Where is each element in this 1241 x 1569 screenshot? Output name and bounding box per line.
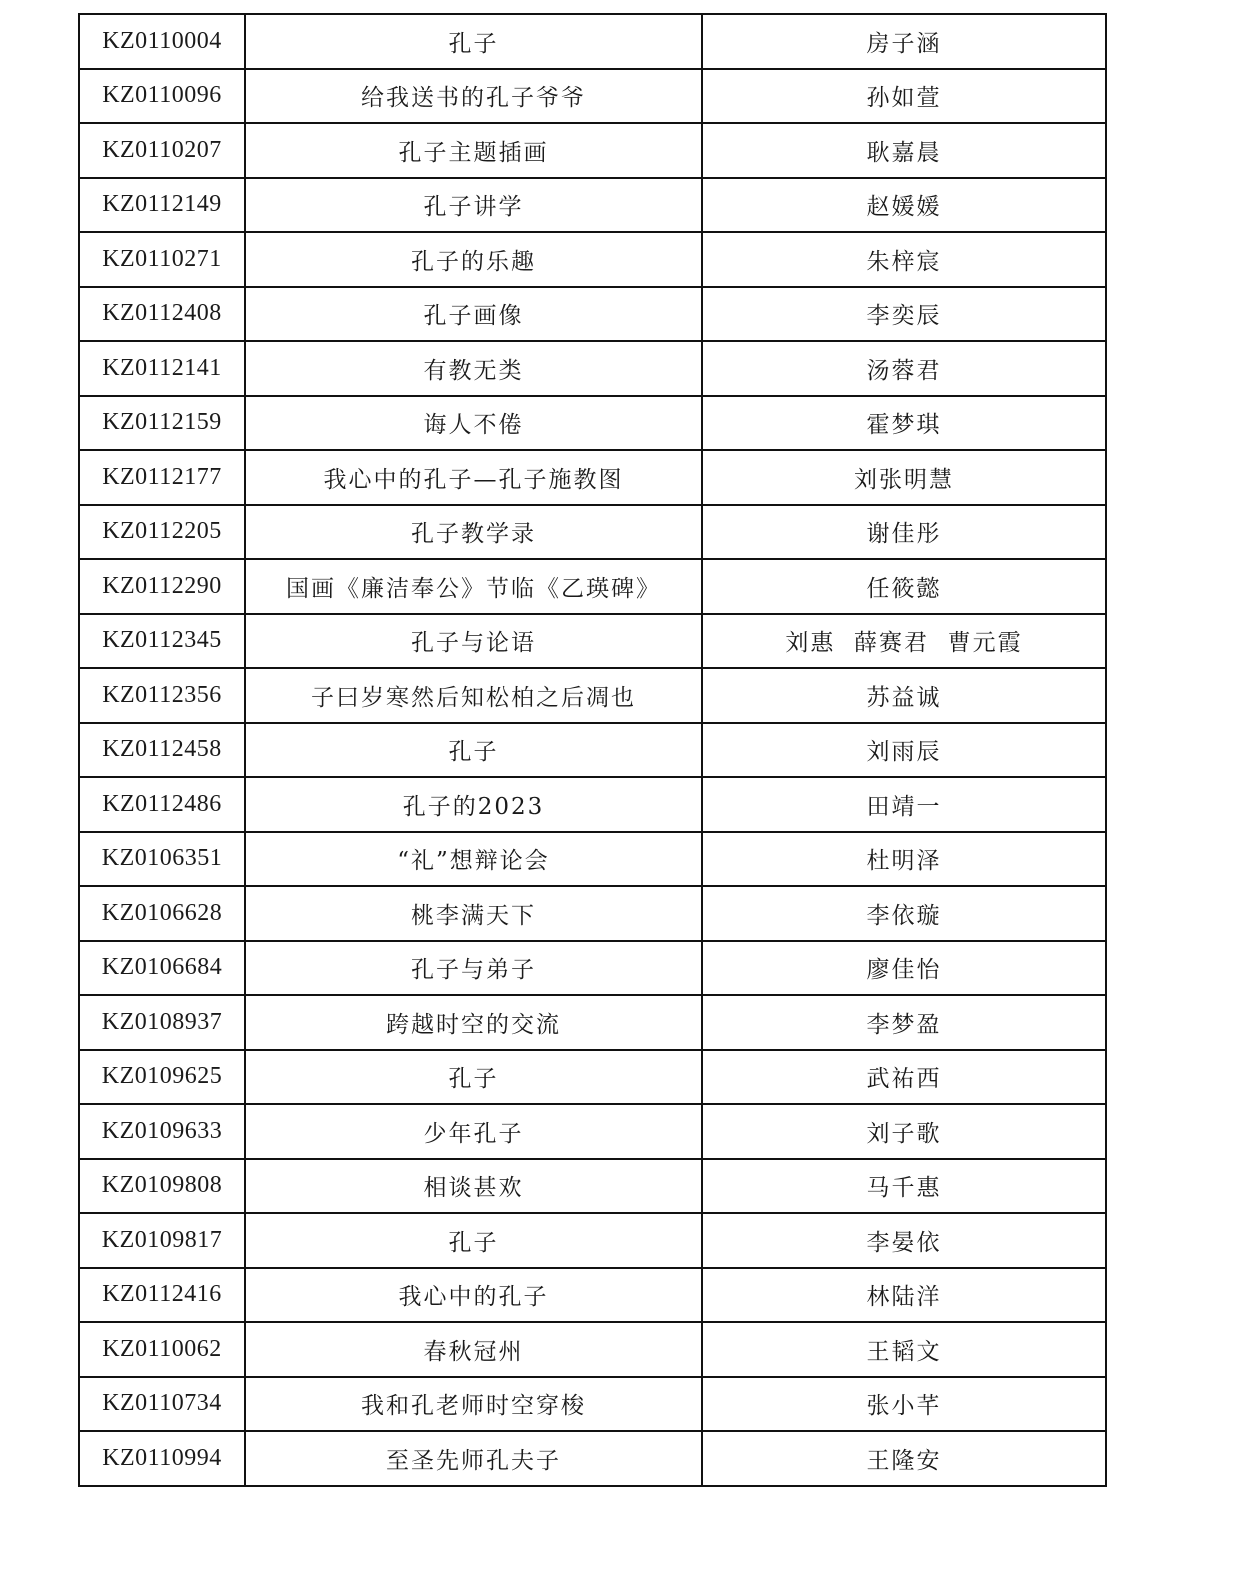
entry-author: 刘张明慧: [702, 450, 1106, 505]
entry-code: KZ0109808: [79, 1159, 245, 1214]
entry-code: KZ0112486: [79, 777, 245, 832]
entry-title: 孔子: [245, 14, 702, 69]
entry-title: 孔子与弟子: [245, 941, 702, 996]
entry-code: KZ0110734: [79, 1377, 245, 1432]
entry-code: KZ0106684: [79, 941, 245, 996]
entry-title: 诲人不倦: [245, 396, 702, 451]
table-row: [79, 1322, 1106, 1377]
document-page: [78, 13, 1105, 1487]
entry-code: KZ0112205: [79, 505, 245, 560]
entry-author: 廖佳怡: [702, 941, 1106, 996]
table-row: [79, 1213, 1106, 1268]
entry-code: KZ0106628: [79, 886, 245, 941]
entry-author: 霍梦琪: [702, 396, 1106, 451]
entry-title: 孔子教学录: [245, 505, 702, 560]
entry-author: 刘子歌: [702, 1104, 1106, 1159]
entry-title: “礼”想辩论会: [245, 832, 702, 887]
table-row: [79, 559, 1106, 614]
entry-code: KZ0109633: [79, 1104, 245, 1159]
entry-title: 孔子的乐趣: [245, 232, 702, 287]
entry-code: KZ0108937: [79, 995, 245, 1050]
entry-author: 汤蓉君: [702, 341, 1106, 396]
entry-title: 给我送书的孔子爷爷: [245, 69, 702, 124]
entry-title: 至圣先师孔夫子: [245, 1431, 702, 1486]
entry-title: 我和孔老师时空穿梭: [245, 1377, 702, 1432]
entry-author: 马千惠: [702, 1159, 1106, 1214]
entry-title: 孔子: [245, 723, 702, 778]
table-row: [79, 341, 1106, 396]
entry-author: 李梦盈: [702, 995, 1106, 1050]
entry-author: 李依璇: [702, 886, 1106, 941]
entry-code: KZ0110207: [79, 123, 245, 178]
entry-code: KZ0109625: [79, 1050, 245, 1105]
entry-title: 跨越时空的交流: [245, 995, 702, 1050]
entry-code: KZ0110062: [79, 1322, 245, 1377]
entries-table: [78, 13, 1107, 1487]
entry-title: 孔子讲学: [245, 178, 702, 233]
table-row: [79, 14, 1106, 69]
entry-title: 孔子画像: [245, 287, 702, 342]
entry-code: KZ0112458: [79, 723, 245, 778]
entry-title: 国画《廉洁奉公》节临《乙瑛碑》: [245, 559, 702, 614]
table-row: [79, 832, 1106, 887]
entry-title: 桃李满天下: [245, 886, 702, 941]
entry-title: 孔子与论语: [245, 614, 702, 669]
table-row: [79, 1431, 1106, 1486]
entry-title: 子曰岁寒然后知松柏之后凋也: [245, 668, 702, 723]
entry-author: 王韬文: [702, 1322, 1106, 1377]
table-row: [79, 123, 1106, 178]
table-row: [79, 69, 1106, 124]
table-row: [79, 287, 1106, 342]
entry-code: KZ0112149: [79, 178, 245, 233]
entry-code: KZ0112290: [79, 559, 245, 614]
entry-title: 有教无类: [245, 341, 702, 396]
entry-author: 刘惠 薛赛君 曹元霞: [702, 614, 1106, 669]
entry-author: 杜明泽: [702, 832, 1106, 887]
entry-author: 谢佳彤: [702, 505, 1106, 560]
entry-author: 赵媛媛: [702, 178, 1106, 233]
entry-code: KZ0112356: [79, 668, 245, 723]
table-row: [79, 505, 1106, 560]
table-row: [79, 668, 1106, 723]
entry-title: 少年孔子: [245, 1104, 702, 1159]
table-row: [79, 886, 1106, 941]
entry-title: 我心中的孔子: [245, 1268, 702, 1323]
entry-title: 我心中的孔子—孔子施教图: [245, 450, 702, 505]
entry-author: 耿嘉晨: [702, 123, 1106, 178]
table-row: [79, 396, 1106, 451]
entry-code: KZ0110271: [79, 232, 245, 287]
entry-title: 孔子: [245, 1050, 702, 1105]
table-row: [79, 1377, 1106, 1432]
entry-title: 孔子的2023: [245, 777, 702, 832]
table-row: [79, 1104, 1106, 1159]
entry-code: KZ0106351: [79, 832, 245, 887]
entry-author: 房子涵: [702, 14, 1106, 69]
entry-code: KZ0110004: [79, 14, 245, 69]
entry-author: 王隆安: [702, 1431, 1106, 1486]
entry-author: 刘雨辰: [702, 723, 1106, 778]
table-row: [79, 723, 1106, 778]
table-row: [79, 614, 1106, 669]
entry-author: 任筱懿: [702, 559, 1106, 614]
entry-author: 张小芊: [702, 1377, 1106, 1432]
entry-author: 林陆洋: [702, 1268, 1106, 1323]
entry-code: KZ0110994: [79, 1431, 245, 1486]
table-row: [79, 941, 1106, 996]
entry-author: 苏益诚: [702, 668, 1106, 723]
entry-code: KZ0109817: [79, 1213, 245, 1268]
table-row: [79, 777, 1106, 832]
table-row: [79, 178, 1106, 233]
table-row: [79, 1159, 1106, 1214]
entry-author: 李奕辰: [702, 287, 1106, 342]
entry-code: KZ0112408: [79, 287, 245, 342]
table-row: [79, 1050, 1106, 1105]
entry-author: 李晏依: [702, 1213, 1106, 1268]
table-row: [79, 995, 1106, 1050]
entry-author: 朱梓宸: [702, 232, 1106, 287]
entry-title: 春秋冠州: [245, 1322, 702, 1377]
entries-table-body: [79, 14, 1106, 1486]
entry-title: 孔子: [245, 1213, 702, 1268]
entry-author: 田靖一: [702, 777, 1106, 832]
entry-author: 孙如萱: [702, 69, 1106, 124]
table-row: [79, 450, 1106, 505]
entry-title: 孔子主题插画: [245, 123, 702, 178]
entry-code: KZ0110096: [79, 69, 245, 124]
table-row: [79, 232, 1106, 287]
entry-author: 武祐西: [702, 1050, 1106, 1105]
entry-code: KZ0112141: [79, 341, 245, 396]
entry-code: KZ0112159: [79, 396, 245, 451]
table-row: [79, 1268, 1106, 1323]
entry-code: KZ0112416: [79, 1268, 245, 1323]
entry-code: KZ0112345: [79, 614, 245, 669]
entry-code: KZ0112177: [79, 450, 245, 505]
entry-title: 相谈甚欢: [245, 1159, 702, 1214]
